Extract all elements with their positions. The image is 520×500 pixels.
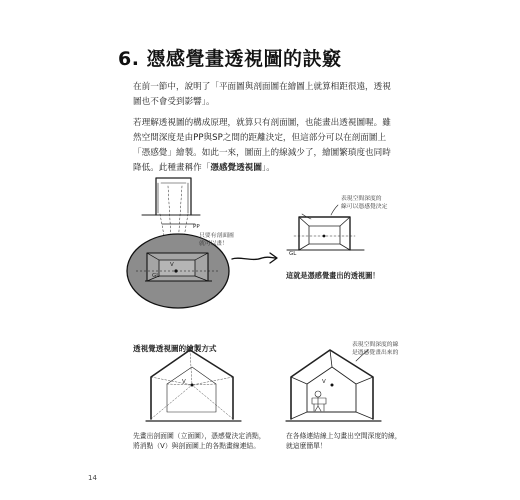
para1-line: 圖也不會受到影響」。 xyxy=(133,97,215,107)
transform-arrow xyxy=(232,253,277,263)
house-perspective-right xyxy=(286,350,381,421)
house-perspective-left xyxy=(146,350,241,421)
para2-line: 然空間深度是由PP與SP之間的距離決定，但這部分可以在剖面圖上 xyxy=(133,133,387,143)
note-line: 線可以憑感覺決定 xyxy=(341,203,388,210)
caption-right xyxy=(286,431,421,451)
caption-line: 將消點（V）與剖面圖上的各點畫線連結。 xyxy=(133,442,260,450)
para2-line: 若理解透視圖的構成原理，就算只有剖面圖，也能畫出透視圖喔。雖 xyxy=(133,118,391,128)
note-line: 表現空間深度的線 xyxy=(352,342,399,348)
para2-line: 降低。此種畫稱作「 xyxy=(133,163,211,173)
para2-line: 「憑感覺」繪製。如此一來，圖面上的線減少了，繪圖繁瑣度也同時 xyxy=(133,148,391,158)
perspective-building xyxy=(287,205,364,250)
caption-line: 就這麼簡單！ xyxy=(286,442,327,450)
vanishing-point-label: V xyxy=(322,379,326,385)
page-number: 14 xyxy=(88,474,97,482)
pp-label: PP xyxy=(193,224,200,230)
gl-label: GL xyxy=(289,251,297,257)
section-sketch-small xyxy=(142,178,200,215)
para1-line: 在前一節中，說明了「平面圖與剖面圖在繪圖上就算相距很遠，透視 xyxy=(133,82,391,92)
section-heading: 透視覺透視圖的繪製方式 xyxy=(133,344,217,353)
caption-line: 先畫出剖面圖（立面圖），憑感覺決定消點， xyxy=(133,432,266,440)
note-line: 只要有剖面圖 xyxy=(199,233,234,239)
note-line: 就可以畫！ xyxy=(199,240,228,247)
term-highlight: 憑感覺透視圖 xyxy=(210,163,262,173)
fig2-note xyxy=(341,196,387,211)
section2-note xyxy=(352,342,398,357)
fig1-note xyxy=(199,233,234,248)
note-line: 是憑感覺畫出來的 xyxy=(352,349,399,356)
fig2-caption: 這就是憑感覺畫出的透視圖！ xyxy=(286,271,380,280)
gl-label: GL xyxy=(152,273,160,279)
page-title: 6. 憑感覺畫透視圖的訣竅 xyxy=(118,48,342,70)
vanishing-point-label: V xyxy=(182,379,186,385)
para2-line: 」。 xyxy=(261,163,275,173)
caption-line: 在各條連結線上勾畫出空間深度的線， xyxy=(286,432,402,440)
note-line: 表現空間深度的 xyxy=(341,196,382,202)
caption-left xyxy=(133,431,283,451)
vanishing-point-label: V xyxy=(170,262,174,268)
